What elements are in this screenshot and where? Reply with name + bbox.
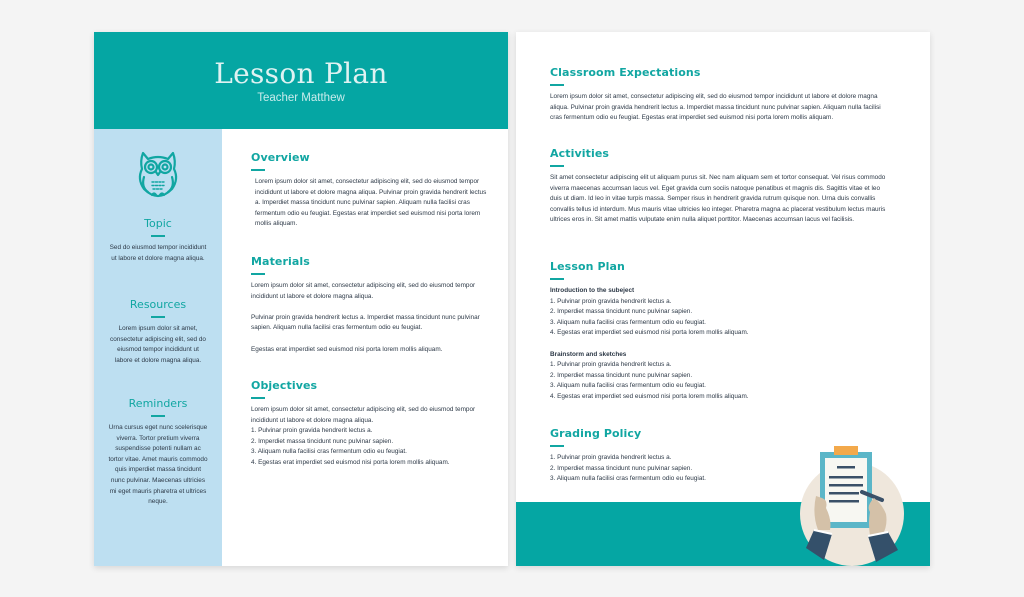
grading-item: 2. Imperdiet massa tincidunt nunc pulvinar sapien. [550, 464, 693, 472]
header-band [94, 32, 508, 129]
divider [550, 278, 564, 280]
grading-item: 1. Pulvinar proin gravida hendrerit lectus a. [550, 454, 672, 461]
activities-heading: Activities [550, 147, 610, 160]
classroom-expectations-section [550, 66, 890, 124]
objective-item: 2. Imperdiet massa tincidunt nunc pulvinar sapien. [251, 437, 394, 445]
lesson-plan-heading: Lesson Plan [550, 260, 625, 273]
sidebar-resources [94, 298, 222, 366]
divider [151, 316, 165, 318]
teacher-name: Teacher Matthew [257, 92, 345, 104]
topic-heading: Topic [144, 217, 172, 230]
divider [251, 397, 265, 399]
reminders-heading: Reminders [128, 397, 188, 410]
page-1 [94, 32, 508, 566]
lesson-group-title: Brainstorm and sketches [550, 350, 627, 358]
lesson-item: 4. Egestas erat imperdiet sed euismod nisi porta lorem mollis aliquam. [550, 392, 749, 400]
divider [550, 165, 564, 167]
document-title: Lesson Plan [214, 57, 388, 90]
overview-text: Lorem ipsum dolor sit amet, consectetur adipiscing elit, sed do eiusmod tempor incididunt ut labore et dolore magna aliqua. Pulvinar proin gravida hendrerit lectus a. Imperdiet massa tincidunt nunc pulvinar sapien. Aliquam nulla facilisi cras fermentum odio eu feugiat. Egestas erat imperdiet sed euismod nisi porta lorem mollis aliquam. [255, 178, 487, 228]
objectives-section [251, 379, 491, 469]
activities-text: Sit amet consectetur adipiscing elit ut aliquam purus sit. Nec nam aliquam sem et tortor consequat. Vel risus commodo viverra maecenas accumsan lacus vel. Eget gravida cum sociis natoque penatibus et magnis dis. Sagittis vitae et leo duis ut diam. Id leo in vitae turpis massa. Semper risus in hendrerit gravida rutrum quisque non. Urna duis convallis convallis tellus id interdum. Mus mauris vitae ultricies leo integer. Pharetra magna ac placerat vestibulum lectus mauris ultrices eros in. Sit amet mattis vulputate enim nulla aliquet porttitor. Maecenas accumsan lacus vel facilisis. [550, 174, 886, 224]
materials-heading: Materials [251, 255, 310, 268]
objectives-intro: Lorem ipsum dolor sit amet, consectetur adipiscing elit, sed do eiusmod tempor incididunt ut labore et dolore magna aliqua. [251, 406, 476, 424]
sidebar [94, 129, 222, 566]
sidebar-reminders [94, 397, 222, 508]
divider [251, 169, 265, 171]
divider [550, 84, 564, 86]
activities-section [550, 147, 890, 226]
owl-icon [135, 149, 181, 199]
clipboard-writing-icon [796, 444, 908, 566]
materials-paragraph: Pulvinar proin gravida hendrerit lectus a. Imperdiet massa tincidunt nunc pulvinar sapien. Aliquam nulla facilisi cras fermentum odio eu feugiat. [251, 313, 480, 332]
divider [550, 445, 564, 447]
divider [151, 415, 165, 417]
lesson-plan-section [550, 260, 890, 403]
objective-item: 3. Aliquam nulla facilisi cras fermentum odio eu feugiat. [251, 448, 407, 456]
grading-item: 3. Aliquam nulla facilisi cras fermentum odio eu feugiat. [550, 475, 706, 483]
lesson-item: 2. Imperdiet massa tincidunt nunc pulvinar sapien. [550, 308, 693, 316]
materials-section [251, 255, 491, 355]
overview-section [251, 151, 491, 230]
sidebar-topic [94, 217, 222, 264]
lesson-item: 4. Egestas erat imperdiet sed euismod nisi porta lorem mollis aliquam. [550, 329, 749, 337]
overview-heading: Overview [251, 151, 310, 164]
resources-text: Lorem ipsum dolor sit amet, consectetur adipiscing elit, sed do eiusmod tempor incididunt ut labore et dolore magna aliqua. [110, 325, 206, 364]
page-2 [516, 32, 930, 566]
materials-paragraph: Lorem ipsum dolor sit amet, consectetur adipiscing elit, sed do eiusmod tempor incididunt ut labore et dolore magna aliqua. [251, 282, 476, 300]
topic-text: Sed do eiusmod tempor incididunt ut labore et dolore magna aliqua. [109, 244, 207, 262]
lesson-item: 2. Imperdiet massa tincidunt nunc pulvinar sapien. [550, 371, 693, 379]
classroom-expectations-heading: Classroom Expectations [550, 66, 701, 79]
grading-policy-heading: Grading Policy [550, 427, 642, 440]
lesson-item: 3. Aliquam nulla facilisi cras fermentum odio eu feugiat. [550, 382, 706, 390]
lesson-item: 3. Aliquam nulla facilisi cras fermentum odio eu feugiat. [550, 318, 706, 326]
classroom-expectations-text: Lorem ipsum dolor sit amet, consectetur adipiscing elit, sed do eiusmod tempor incididunt ut labore et dolore magna aliqua. Pulvinar proin gravida hendrerit lectus a. Imperdiet massa tincidunt nunc pulvinar sapien. Aliquam nulla facilisi cras fermentum odio eu feugiat. Egestas erat imperdiet sed euismod nisi porta lorem mollis aliquam. [550, 93, 881, 122]
reminders-text: Urna cursus eget nunc scelerisque viverra. Tortor pretium viverra suspendisse potenti nullam ac tortor vitae. Amet mauris commodo quis imperdiet massa tincidunt nunc pulvinar. Maecenas ultricies mi eget mauris pharetra et ultrices neque. [108, 424, 208, 506]
divider [251, 273, 265, 275]
lesson-group-title: Introduction to the subeject [550, 287, 635, 294]
objectives-heading: Objectives [251, 379, 318, 392]
divider [151, 235, 165, 237]
materials-paragraph: Egestas erat imperdiet sed euismod nisi porta lorem mollis aliquam. [251, 345, 443, 353]
objective-item: 1. Pulvinar proin gravida hendrerit lectus a. [251, 427, 373, 435]
lesson-item: 1. Pulvinar proin gravida hendrerit lectus a. [550, 297, 672, 305]
objective-item: 4. Egestas erat imperdiet sed euismod nisi porta lorem mollis aliquam. [251, 458, 450, 466]
lesson-item: 1. Pulvinar proin gravida hendrerit lectus a. [550, 361, 672, 369]
resources-heading: Resources [129, 298, 187, 311]
